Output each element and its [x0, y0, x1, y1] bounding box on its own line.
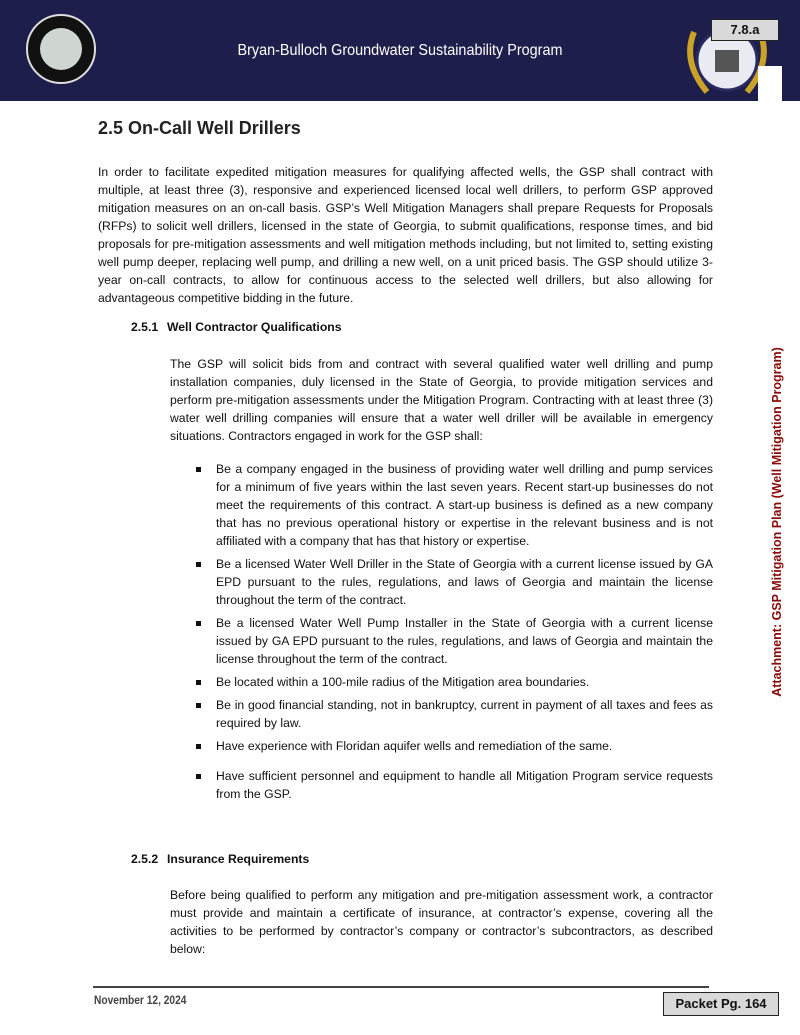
footer-date: November 12, 2024	[94, 993, 187, 1007]
header-title: Bryan-Bulloch Groundwater Sustainability Program	[237, 42, 563, 59]
list-item: Have sufficient personnel and equipment to handle all Mitigation Program service requests from the GSP.	[195, 767, 713, 803]
subsection-heading-2-5-1: 2.5.1 Well Contractor Qualifications	[131, 320, 342, 334]
list-item: Be a licensed Water Well Driller in the State of Georgia with a current license issued by GA EPD pursuant to the rules, regulations, and laws of Georgia and maintain the license throughout the term of the contract.	[195, 555, 713, 609]
list-item: Be located within a 100-mile radius of the Mitigation area boundaries.	[195, 673, 713, 691]
footer-divider	[93, 986, 709, 988]
page-header	[0, 0, 800, 101]
section-title: 2.5 On-Call Well Drillers	[98, 118, 301, 138]
list-item: Have experience with Floridan aquifer wells and remediation of the same.	[195, 737, 713, 755]
subsection-2-5-2-text: Before being qualified to perform any mitigation and pre-mitigation assessment work, a contractor must provide and maintain a certificate of insurance, at contractor’s expense, covering all the activities to be performed by contractor’s company or contractor’s subcontractors, as described below:	[170, 888, 713, 956]
list-item: Be a licensed Water Well Pump Installer in the State of Georgia with a current license issued by GA EPD pursuant to the rules, regulations, and laws of Georgia and maintain the license throughout the term of the contract.	[195, 614, 713, 668]
list-item: Be in good financial standing, not in bankruptcy, current in payment of all taxes and fees as required by law.	[195, 696, 713, 732]
list-item: Be a company engaged in the business of providing water well drilling and pump services for a minimum of five years within the last seven years. Recent start-up businesses do not meet the requirements of this contract. A start-up business is defined as a new company that has no previous operational history or expertise in the relevant business and is not affiliated with a company that has that history or expertise.	[195, 460, 713, 550]
subsection-2-5-1-text: The GSP will solicit bids from and contract with several qualified water well drilling and pump installation companies, duly licensed in the State of Georgia, to provide mitigation services and perform pre-mitigation assessments under the Mitigation Program. Contracting with at least three (3) water well drilling companies will ensure that a water well driller will be available in emergency situations. Contractors engaged in work for the GSP shall:	[170, 357, 713, 443]
attachment-side-label: Attachment: GSP Mitigation Plan (Well Mitigation Program)	[770, 347, 784, 697]
agenda-item-tag: 7.8.a	[711, 19, 779, 41]
subsection-heading-2-5-2: 2.5.2 Insurance Requirements	[131, 852, 310, 866]
header-white-box	[758, 66, 782, 101]
section-intro: In order to facilitate expedited mitigation measures for qualifying affected wells, the GSP shall contract with multiple, at least three (3), responsive and experienced licensed local well drillers, to perform GSP approved mitigation measures on an on-call basis. GSP’s Well Mitigation Managers shall prepare Requests for Proposals (RFPs) to solicit well drillers, licensed in the state of Georgia, to submit qualifications, response times, and bid proposals for pre-mitigation assessments and well mitigation methods including, but not limited to, setting existing well pump deeper, replacing well pump, and drilling a new well, on a unit priced basis. The GSP should utilize 3-year on-call contracts, to allow for continuous access to the selected well drillers, but also allowing for advantageous competitive bidding in the future.	[98, 165, 713, 305]
qualifications-list	[195, 460, 713, 808]
packet-page-number: Packet Pg. 164	[663, 992, 779, 1016]
